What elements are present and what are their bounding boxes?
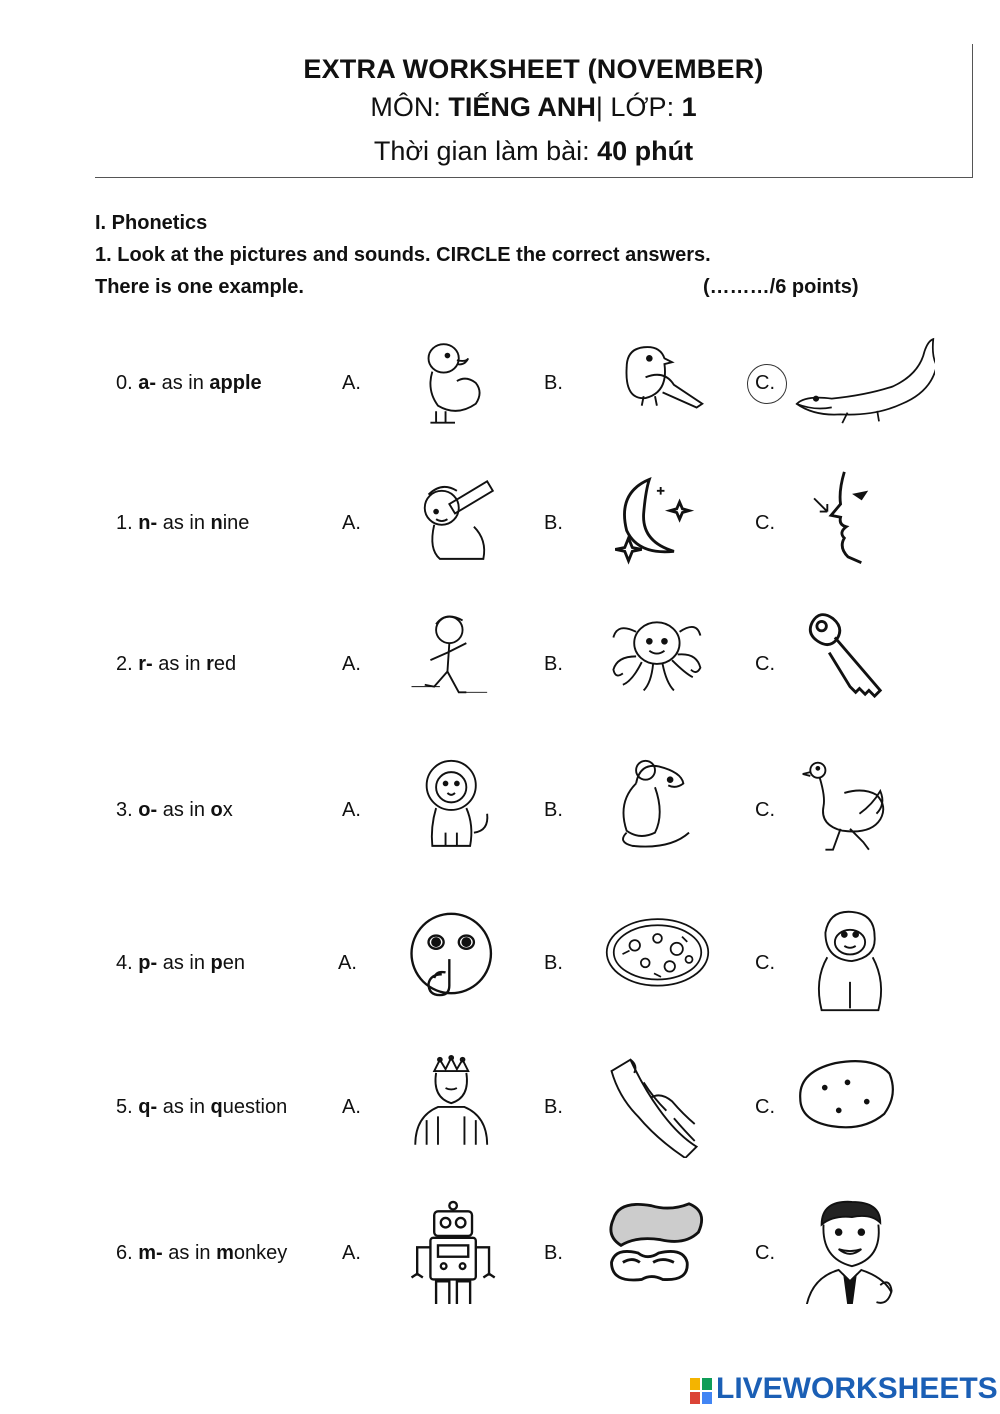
telescope-picture[interactable]	[405, 470, 505, 574]
question-4-text: 4. p- as in pen	[116, 952, 245, 974]
worksheet-header	[95, 44, 973, 178]
option-c-label[interactable]: C.	[755, 1242, 775, 1264]
option-a-label[interactable]: A.	[342, 799, 361, 821]
option-b-label[interactable]: B.	[544, 1096, 563, 1118]
queen-picture[interactable]	[405, 1054, 505, 1158]
duck-picture[interactable]	[405, 330, 505, 434]
section-title: I. Phonetics	[95, 212, 208, 234]
subject-line: MÔN: TIẾNG ANH| LỚP: 1	[370, 92, 697, 122]
alligator-picture[interactable]	[795, 330, 935, 434]
robot-picture[interactable]	[405, 1200, 505, 1304]
instruction: 1. Look at the pictures and sounds. CIRCLE the correct answers.	[95, 244, 711, 266]
bird-picture[interactable]	[605, 330, 705, 434]
option-c-label[interactable]: C.	[755, 372, 775, 394]
option-a-label[interactable]: A.	[342, 1242, 361, 1264]
option-a-label[interactable]: A.	[342, 653, 361, 675]
man-picture[interactable]	[800, 1200, 900, 1304]
question-0-text: 0. a- as in apple	[116, 372, 262, 394]
liveworksheets-brand: LIVEWORKSHEETS	[716, 1372, 998, 1405]
option-b-label[interactable]: B.	[544, 1242, 563, 1264]
question-2-text: 2. r- as in red	[116, 653, 237, 675]
quiet-face-picture[interactable]	[405, 910, 505, 1014]
option-c-label[interactable]: C.	[755, 1096, 775, 1118]
peanut-picture[interactable]	[605, 1200, 705, 1304]
worksheet-title: EXTRA WORKSHEET (NOVEMBER)	[303, 54, 764, 84]
option-b-label[interactable]: B.	[544, 512, 563, 534]
points-box: (………/6 points)	[703, 276, 859, 298]
option-c-label[interactable]: C.	[755, 512, 775, 534]
question-3-text: 3. o- as in ox	[116, 799, 233, 821]
pizza-picture[interactable]	[605, 910, 745, 1014]
option-c-label[interactable]: C.	[755, 799, 775, 821]
key-picture[interactable]	[800, 611, 900, 715]
option-a-label[interactable]: A.	[342, 372, 361, 394]
gorilla-picture[interactable]	[800, 910, 900, 1014]
question-6-text: 6. m- as in monkey	[116, 1242, 288, 1264]
octopus-picture[interactable]	[605, 611, 705, 715]
example-note: There is one example.	[95, 276, 304, 298]
option-b-label[interactable]: B.	[544, 372, 563, 394]
option-c-label[interactable]: C.	[755, 653, 775, 675]
running-boy-picture[interactable]	[405, 611, 505, 715]
option-b-label[interactable]: B.	[544, 799, 563, 821]
option-a-label[interactable]: A.	[342, 512, 361, 534]
nose-face-picture[interactable]	[800, 470, 900, 574]
lion-picture[interactable]	[405, 757, 505, 861]
liveworksheets-logo-icon	[690, 1378, 712, 1404]
option-b-label[interactable]: B.	[544, 952, 563, 974]
option-a-label[interactable]: A.	[342, 1096, 361, 1118]
pants-picture[interactable]	[605, 1054, 705, 1158]
answer-circle	[747, 364, 787, 404]
option-b-label[interactable]: B.	[544, 653, 563, 675]
option-c-label[interactable]: C.	[755, 952, 775, 974]
moon-stars-picture[interactable]	[605, 470, 705, 574]
time-line: Thời gian làm bài: 40 phút	[373, 136, 694, 166]
ostrich-picture[interactable]	[800, 757, 900, 861]
option-a-label[interactable]: A.	[338, 952, 357, 974]
mouse-picture[interactable]	[605, 757, 705, 861]
question-1-text: 1. n- as in nine	[116, 512, 250, 534]
potato-picture[interactable]	[795, 1054, 935, 1158]
question-5-text: 5. q- as in question	[116, 1096, 288, 1118]
